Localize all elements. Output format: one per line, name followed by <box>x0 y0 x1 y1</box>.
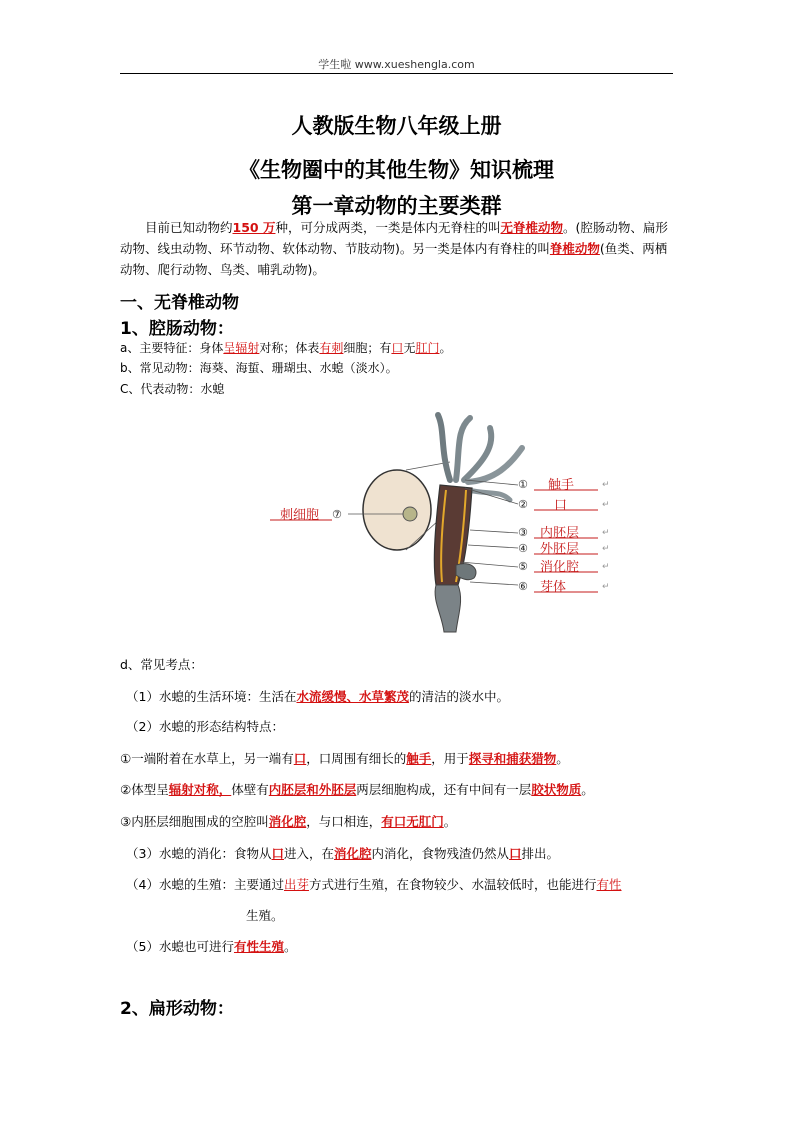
keyword: 辐射对称， <box>168 782 232 797</box>
intro-text: 种，可分成两类，一类是体内无脊柱的叫 <box>275 220 501 235</box>
text: 无 <box>403 341 416 355</box>
header-rule <box>120 73 673 74</box>
label-number: ④ <box>518 542 528 555</box>
keyword: 水流缓慢、水草繁茂 <box>296 689 409 704</box>
nematocyst <box>403 507 417 521</box>
point-2: （2）水螅的形态结构特点： <box>126 719 284 734</box>
text: （5）水螅也可进行 <box>126 939 234 954</box>
return-mark: ↵ <box>602 500 610 510</box>
text: 。 <box>443 814 457 829</box>
text: （4）水螅的生殖：主要通过 <box>126 877 284 892</box>
text: 。 <box>283 939 297 954</box>
label-nematocyst: 刺细胞 <box>280 508 320 523</box>
keyword: 探寻和捕获猎物 <box>468 751 557 766</box>
feature-b: b、常见动物：海葵、海蜇、珊瑚虫、水螅（淡水）。 <box>120 361 398 375</box>
page-header: 学生啦 www.xueshengla.com <box>318 58 475 71</box>
doc-subtitle: 《生物圈中的其他生物》知识梳理 <box>239 158 554 182</box>
label-mouth: 口 <box>554 498 568 513</box>
label-tentacle: 触手 <box>548 478 575 493</box>
keyword: 呈辐射 <box>223 341 260 355</box>
keyword: 有刺 <box>319 341 344 355</box>
text: （1）水螅的生活环境：生活在 <box>126 689 297 704</box>
keyword: 脊椎动物 <box>549 241 600 256</box>
keyword: 口 <box>509 846 522 861</box>
point-4 <box>120 876 686 894</box>
feature-c: C、代表动物：水螅 <box>120 382 225 396</box>
text: ②体型呈 <box>120 782 169 797</box>
chapter-title: 第一章动物的主要类群 <box>291 194 502 218</box>
text: ，口周围有细长的 <box>306 751 407 766</box>
intro-text: 。(腔肠动物、扁形动物、线虫动物、环节动物、软体动物、节肢动物)。另一类是体内有脊柱的叫 <box>120 220 668 256</box>
keyword: 触手 <box>406 751 432 766</box>
intro-text: (鱼类、两栖动物、爬行动物、鸟类、哺乳动物)。 <box>120 241 668 277</box>
intro-text: 目前已知动物约 <box>145 220 233 235</box>
return-mark: ↵ <box>602 582 610 592</box>
hydra-diagram <box>260 410 620 640</box>
keyword: 出芽 <box>283 877 309 892</box>
keyword: 150 万 <box>232 220 276 235</box>
return-mark: ↵ <box>602 544 610 554</box>
return-mark: ↵ <box>602 528 610 538</box>
point-4-line-2: 生殖。 <box>246 908 284 923</box>
text: 方式进行生殖，在食物较少、水温较低时，也能进行 <box>308 877 597 892</box>
point-5 <box>120 938 686 956</box>
hydra-foot <box>435 585 461 632</box>
feature-a <box>120 339 451 357</box>
text: ①一端附着在水草上，另一端有 <box>120 751 294 766</box>
magnified-cell <box>363 470 431 550</box>
subsection-heading: 1、腔肠动物： <box>120 319 234 339</box>
text: 两层细胞构成，还有中间有一层 <box>356 782 532 797</box>
keyword: 有性生殖 <box>233 939 284 954</box>
tentacle <box>464 428 491 480</box>
text: 。 <box>556 751 569 766</box>
point-2-item-2 <box>120 781 680 799</box>
keyword: 口 <box>293 751 307 766</box>
point-3 <box>120 845 686 863</box>
keyword: 无脊椎动物 <box>500 220 563 235</box>
intro-paragraph <box>120 217 673 280</box>
label-ectoderm: 外胚层 <box>540 542 580 557</box>
keyword: 有性 <box>596 877 622 892</box>
point-2-item-3 <box>120 813 680 831</box>
text: 细胞；有 <box>343 341 392 355</box>
label-number: ⑦ <box>332 508 342 521</box>
label-number: ⑥ <box>518 580 528 593</box>
keyword: 口 <box>391 341 404 355</box>
text: 体壁有 <box>231 782 269 797</box>
keyword: 消化腔 <box>334 846 372 861</box>
label-number: ② <box>518 498 528 511</box>
text: 。 <box>581 782 594 797</box>
text: 的清洁的淡水中。 <box>408 689 509 704</box>
tentacle <box>456 418 470 480</box>
exam-points-heading: d、常见考点： <box>120 657 203 672</box>
text: 进入，在 <box>283 846 334 861</box>
keyword: 胶状物质 <box>531 782 582 797</box>
tentacle <box>438 415 450 480</box>
keyword: 内胚层和外胚层 <box>268 782 357 797</box>
return-mark: ↵ <box>602 562 610 572</box>
text: （3）水螅的消化：食物从 <box>126 846 272 861</box>
text: ，用于 <box>431 751 469 766</box>
label-endoderm: 内胚层 <box>540 526 580 541</box>
subsection-heading: 2、扁形动物： <box>120 999 234 1019</box>
text: 内消化，食物残渣仍然从 <box>371 846 510 861</box>
keyword: 口 <box>271 846 284 861</box>
label-number: ③ <box>518 526 528 539</box>
doc-title: 人教版生物八年级上册 <box>291 114 502 138</box>
text: ，与口相连， <box>306 814 382 829</box>
text: a、主要特征：身体 <box>120 341 224 355</box>
label-number: ⑤ <box>518 560 528 573</box>
point-1 <box>120 688 686 706</box>
label-digestive-cavity: 消化腔 <box>540 560 580 575</box>
text: 排出。 <box>521 846 560 861</box>
bud <box>456 564 476 580</box>
text: ③内胚层细胞围成的空腔叫 <box>120 814 269 829</box>
label-number: ① <box>518 478 528 491</box>
text: 对称；体表 <box>259 341 320 355</box>
label-bud: 芽体 <box>540 580 567 595</box>
point-2-item-1 <box>120 750 680 768</box>
section-heading: 一、无脊椎动物 <box>120 293 239 313</box>
keyword: 消化腔 <box>268 814 307 829</box>
text: 。 <box>439 341 452 355</box>
keyword: 有口无肛门 <box>381 814 444 829</box>
return-mark: ↵ <box>602 480 610 490</box>
keyword: 肛门 <box>415 341 440 355</box>
